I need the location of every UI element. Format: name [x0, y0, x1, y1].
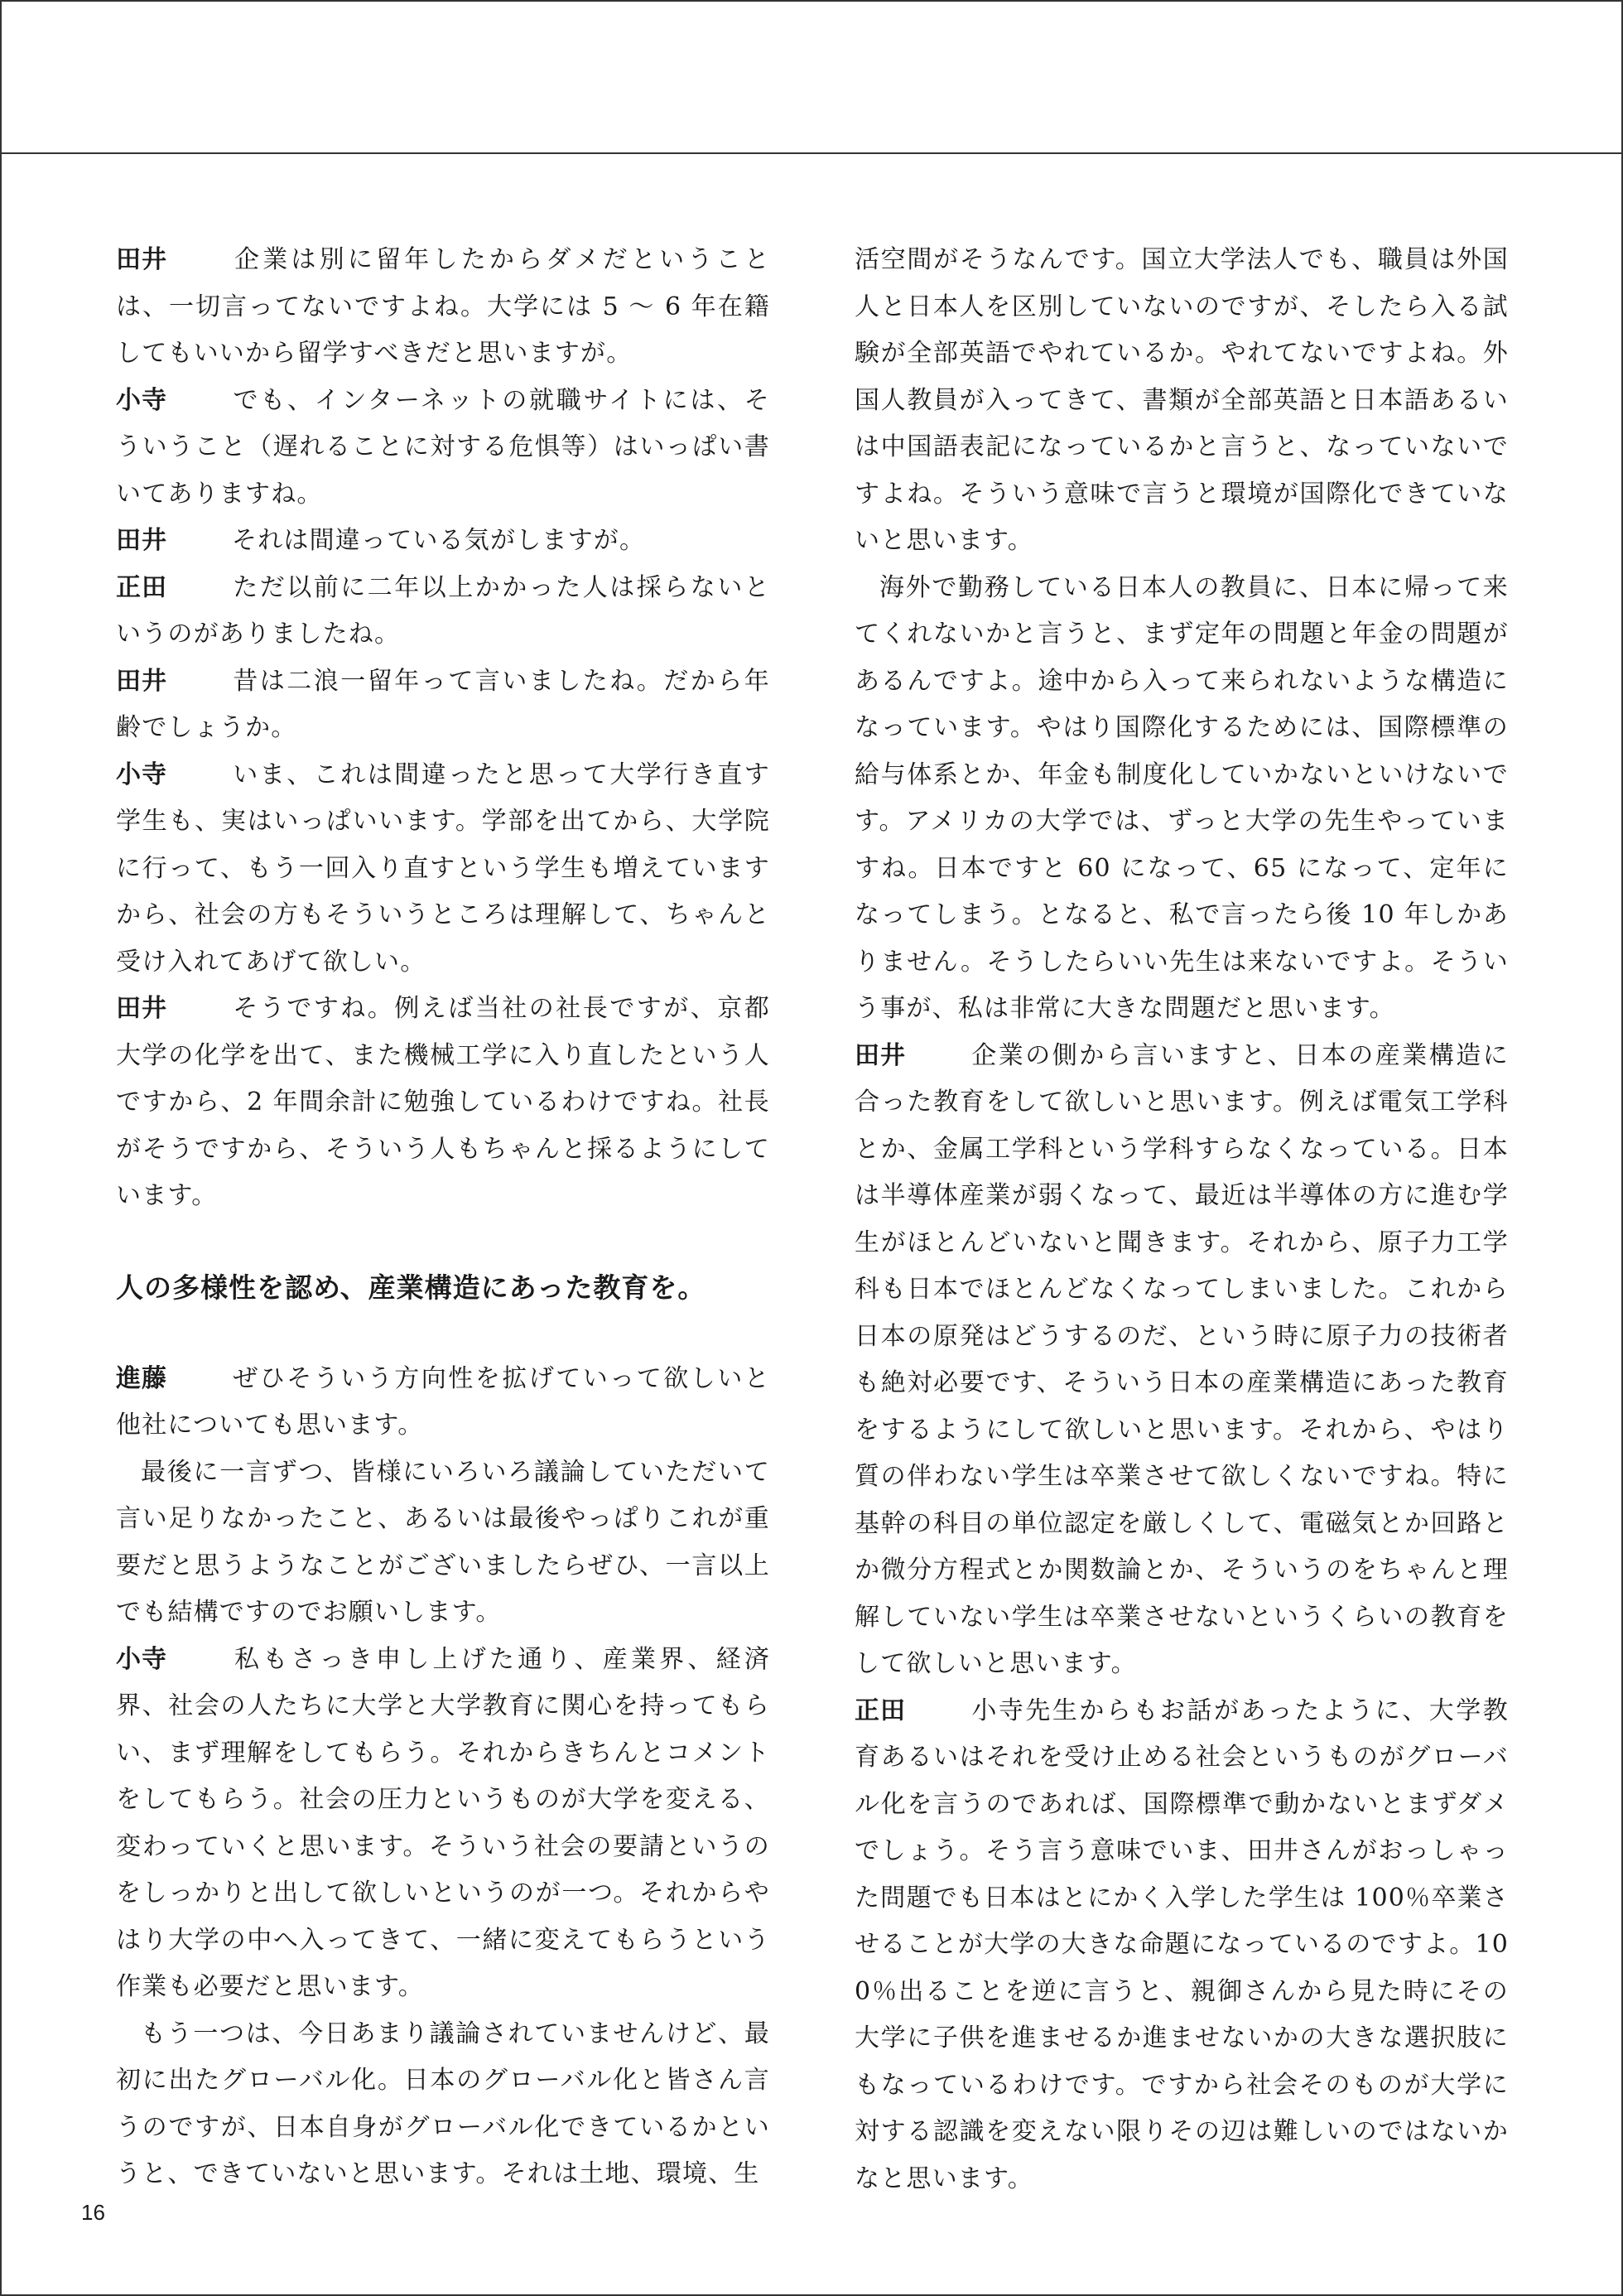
speech-text: それは間違っている気がしますが。: [232, 526, 646, 555]
speech-text: 企業は別に留年したからダメだということは、一切言ってないですよね。大学には 5 〜 6 年在籍してもいいから留学すべきだと思いますが。: [116, 245, 770, 368]
right-block-2: [855, 1033, 1509, 1688]
speaker-name: 進藤: [116, 1363, 167, 1393]
speech-text: そうですね。例えば当社の社長ですが、京都大学の化学を出て、また機械工学に入り直したという人ですから、2 年間余計に勉強しているわけですね。社長がそうですから、そういう人もちゃんと採るようにしています。: [116, 994, 770, 1210]
left-block-5: [116, 752, 770, 986]
right-block-1: 海外で勤務している日本人の教員に、日本に帰って来てくれないかと言うと、まず定年の問題と年金の問題があるんですよ。途中から入って来られないような構造になっています。やはり国際化するためには、国際標準の給与体系とか、年金も制度化していかないといけないです。アメリカの大学では、ずっと大学の先生やっていますね。日本ですと 60 になって、65 になって、定年になってしまう。となると、私で言ったら後 10 年しかありません。そうしたらいい先生は来ないですよ。そういう事が、私は非常に大きな問題だと思います。: [855, 572, 1509, 1023]
left-block-4: [116, 658, 770, 752]
left-block-8: 最後に一言ずつ、皆様にいろいろ議論していただいて言い足りなかったこと、あるいは最後やっぱりこれが重要だと思うようなことがございましたらぜひ、一言以上でも結構ですのでお願いします。: [116, 1457, 770, 1627]
speaker-name: 田井: [116, 526, 167, 555]
left-block-2: [116, 518, 770, 565]
right-block-0: 活空間がそうなんです。国立大学法人でも、職員は外国人と日本人を区別していないのですが、そしたら入る試験が全部英語でやれているか。やれてないですよね。外国人教員が入ってきて、書類が全部英語と日本語あるいは中国語表記になっているかと言うと、なっていないですよね。そういう意味で言うと環境が国際化できていないと思います。: [855, 245, 1509, 555]
speech-text: ぜひそういう方向性を拡げていって欲しいと他社についても思います。: [116, 1363, 770, 1440]
speech-text: 私もさっき申し上げた通り、産業界、経済界、社会の人たちに大学と大学教育に関心を持ってもらい、まず理解をしてもらう。それからきちんとコメントをしてもらう。社会の圧力というものが大学を変える、変わっていくと思います。そういう社会の要請というのをしっかりと出して欲しいというのが一つ。それからやはり大学の中へ入ってきて、一緒に変えてもらうという作業も必要だと思います。: [116, 1644, 770, 2001]
left-block-1: [116, 378, 770, 519]
speaker-name: 小寺: [116, 385, 167, 415]
speaker-name: 小寺: [116, 1644, 167, 1674]
left-block-3: [116, 565, 770, 658]
left-block-7: [116, 1356, 770, 1449]
header-rule: [0, 152, 1623, 154]
speech-text: 昔は二浪一留年って言いましたね。だから年齢でしょうか。: [116, 666, 770, 742]
speech-text: いま、これは間違ったと思って大学行き直す学生も、実はいっぱいいます。学部を出てから、大学院に行って、もう一回入り直すという学生も増えていますから、社会の方もそういうところは理解して、ちゃんと受け入れてあげて欲しい。: [116, 760, 770, 977]
left-block-6: [116, 986, 770, 1220]
right-block-3: [855, 1688, 1509, 2203]
speaker-name: 田井: [116, 245, 167, 274]
speaker-name: 田井: [116, 994, 167, 1023]
speech-text: でも、インターネットの就職サイトには、そういうこと（遅れることに対する危惧等）はいっぱい書いてありますね。: [116, 385, 770, 509]
speaker-name: 小寺: [116, 760, 167, 789]
speaker-name: 正田: [116, 572, 167, 602]
left-block-10: もう一つは、今日あまり議論されていませんけど、最初に出たグローバル化。日本のグローバル化と皆さん言うのですが、日本自身がグローバル化できているかというと、できていないと思います。それは土地、環境、生: [116, 2019, 770, 2188]
left-column: [116, 237, 770, 2198]
right-column: [855, 237, 1509, 2202]
page-number: 16: [81, 2200, 105, 2225]
speaker-name: 正田: [855, 1695, 906, 1725]
speech-text: 企業の側から言いますと、日本の産業構造に合った教育をして欲しいと思います。例えば電気工学科とか、金属工学科という学科すらなくなっている。日本は半導体産業が弱くなって、最近は半導体の方に進む学生がほとんどいないと聞きます。それから、原子力工学科も日本でほとんどなくなってしまいました。これから日本の原発はどうするのだ、という時に原子力の技術者も絶対必要です、そういう日本の産業構造にあった教育をするようにして欲しいと思います。それから、やはり質の伴わない学生は卒業させて欲しくないですね。特に基幹の科目の単位認定を厳しくして、電磁気とか回路とか微分方程式とか関数論とか、そういうのをちゃんと理解していない学生は卒業させないというくらいの教育をして欲しいと思います。: [855, 1040, 1509, 1678]
speaker-name: 田井: [855, 1040, 906, 1070]
section-heading: 人の多様性を認め、産業構造にあった教育を。: [116, 1271, 706, 1304]
speech-text: 小寺先生からもお話があったように、大学教育あるいはそれを受け止める社会というものがグローバル化を言うのであれば、国際標準で動かないとまずダメでしょう。そう言う意味でいま、田井さんがおっしゃった問題でも日本はとにかく入学した学生は 100％卒業させることが大学の大きな命題になっているのですよ。100％出ることを逆に言うと、親御さんから見た時にその大学に子供を進ませるか進ませないかの大きな選択肢にもなっているわけです。ですから社会そのものが大学に対する認識を変えない限りその辺は難しいのではないかなと思います。: [855, 1695, 1509, 2193]
left-block-0: [116, 237, 770, 378]
speaker-name: 田井: [116, 666, 167, 696]
speech-text: ただ以前に二年以上かかった人は採らないというのがありましたね。: [116, 572, 770, 649]
left-block-9: [116, 1637, 770, 2011]
